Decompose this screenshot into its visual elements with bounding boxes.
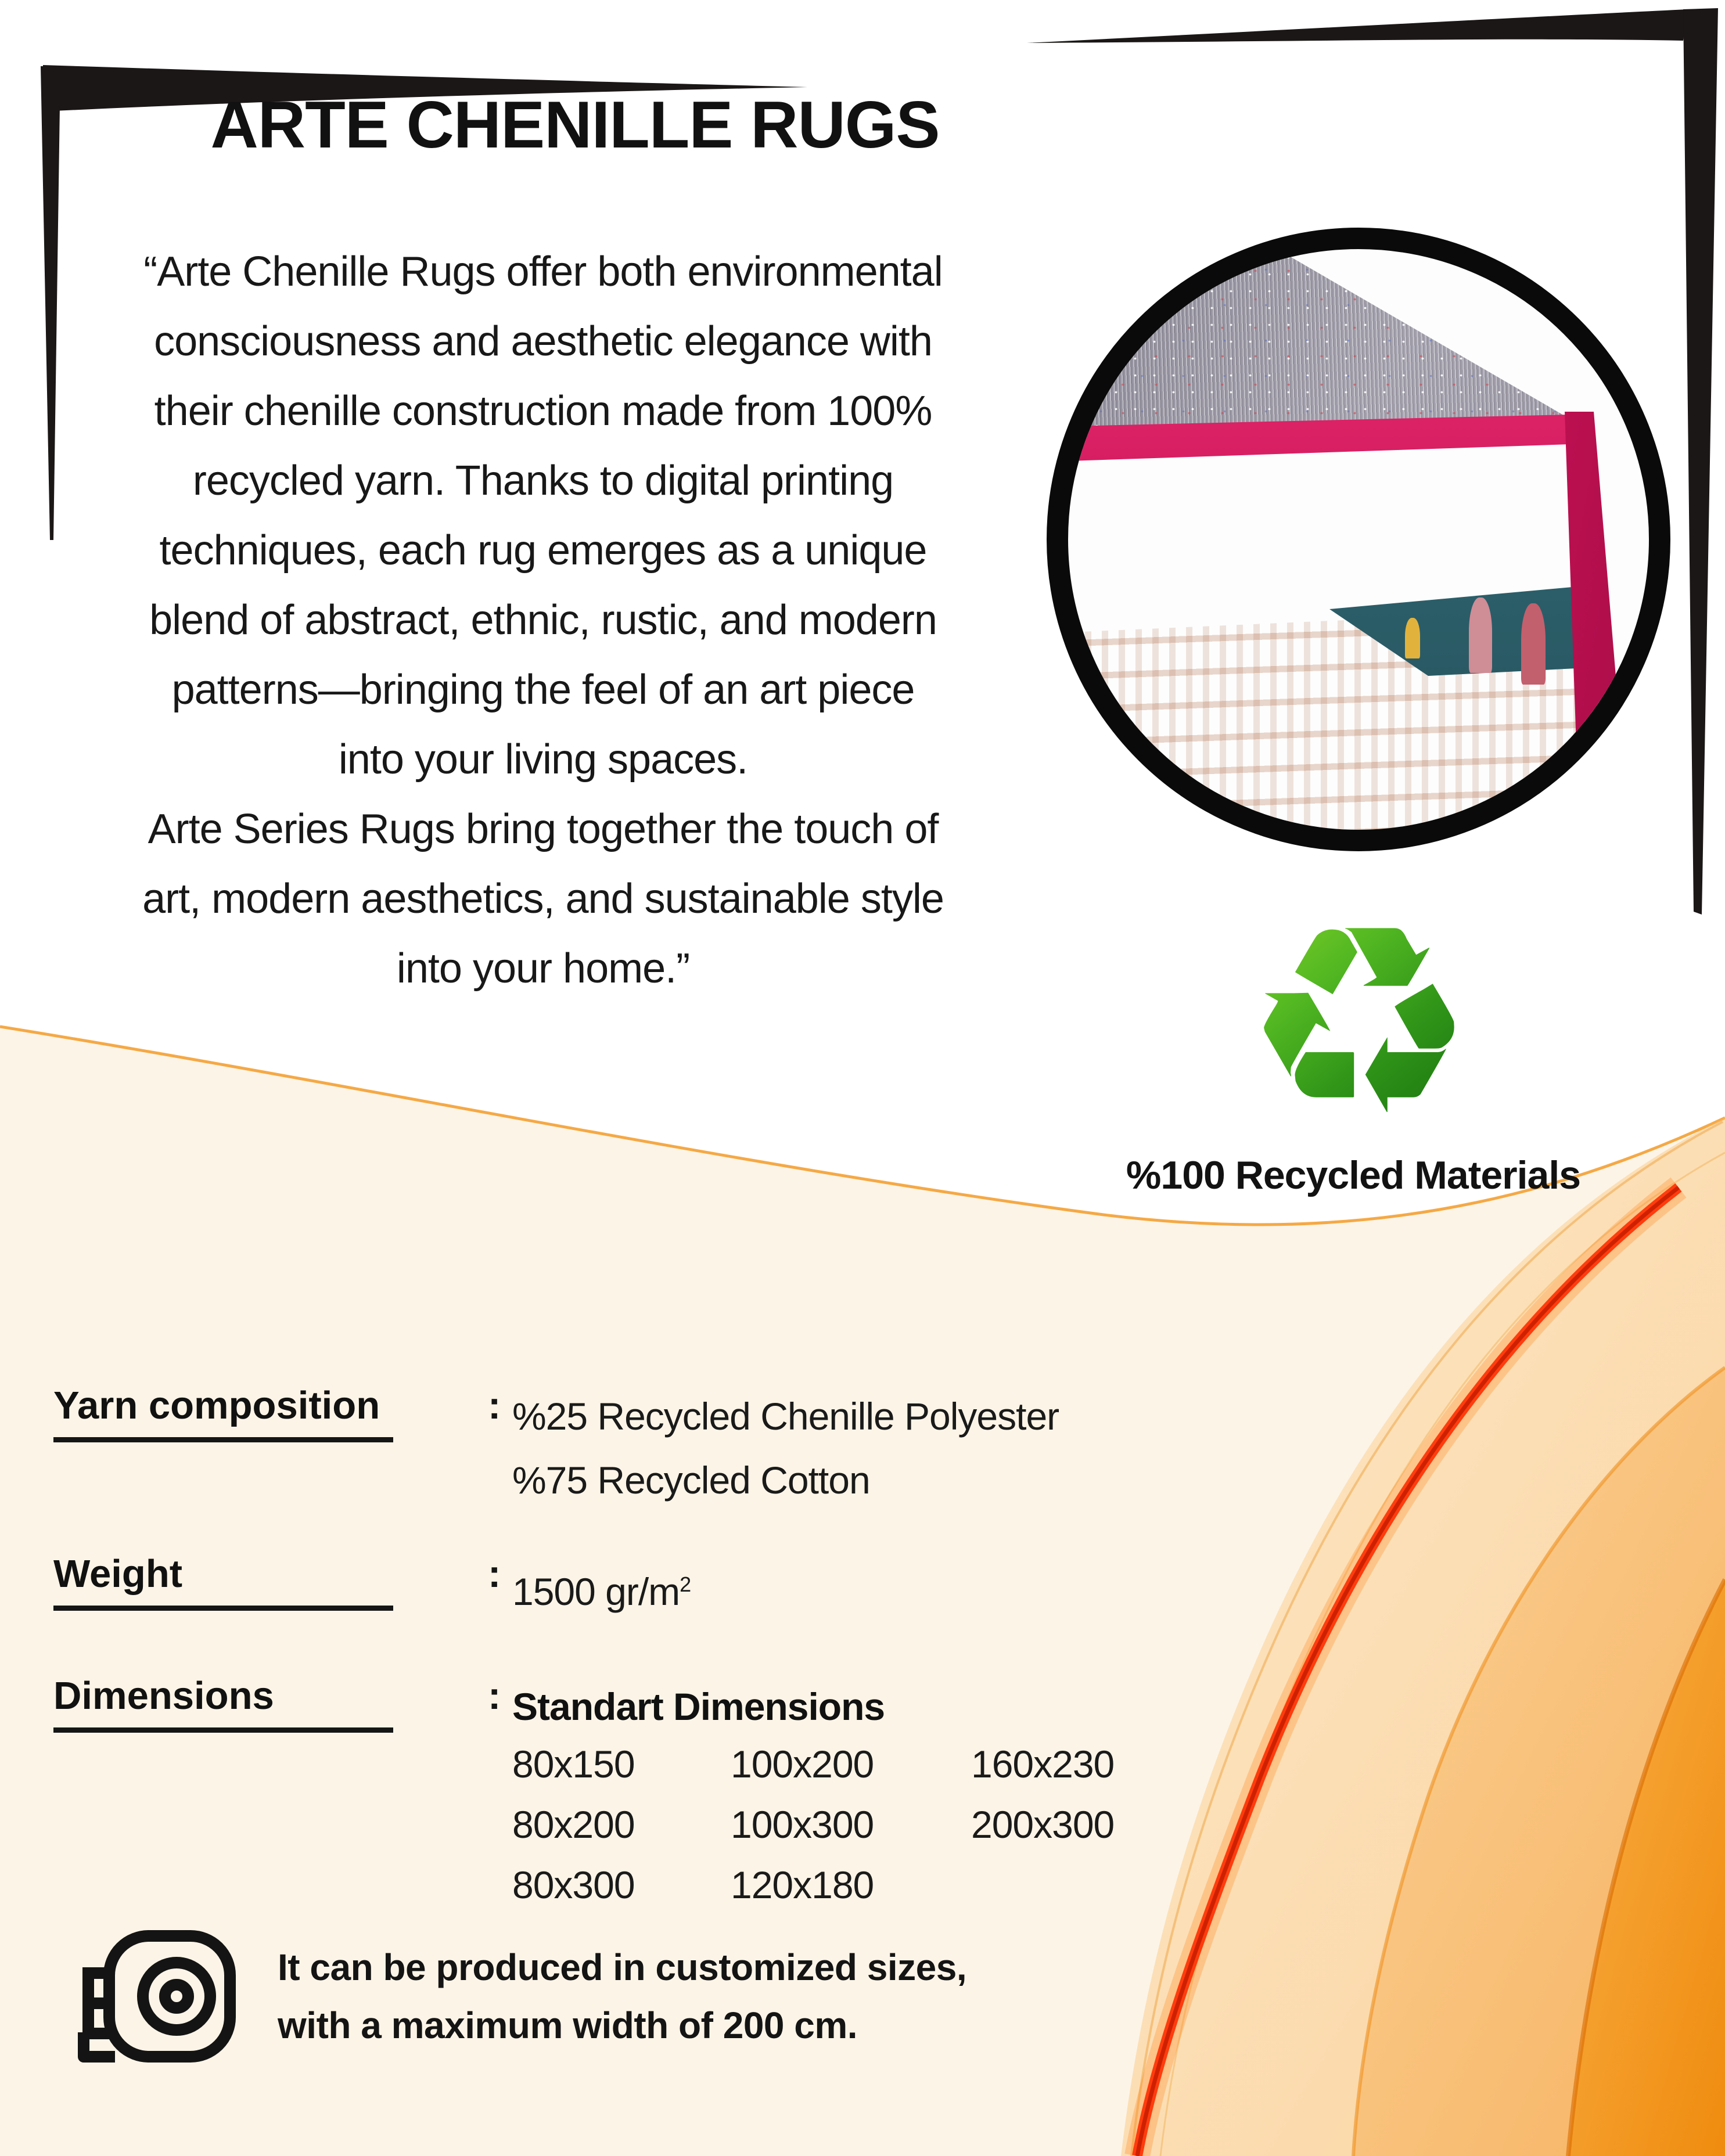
spec-row-weight — [53, 1552, 691, 1613]
spec-row-yarn-composition — [53, 1383, 1059, 1502]
description-line: “Arte Chenille Rugs offer both environmental — [143, 249, 943, 295]
spec-value: %25 Recycled Chenille Polyester — [512, 1395, 1059, 1438]
description-line: blend of abstract, ethnic, rustic, and modern — [149, 597, 937, 643]
spec-colon: : — [488, 1552, 501, 1596]
recycle-icon: ♻ — [1242, 870, 1476, 1174]
recycled-materials-label: %100 Recycled Materials — [1126, 1153, 1581, 1197]
tape-measure-icon — [74, 1927, 260, 2071]
rug-photo — [1047, 228, 1670, 851]
rug-tree-motif — [1469, 598, 1492, 673]
size-cell: 100x200 — [731, 1743, 874, 1786]
spec-value: 1500 $gr/m^2$ — [512, 1570, 691, 1613]
spec-label: Dimensions — [53, 1673, 393, 1733]
size-cell: 80x200 — [512, 1803, 635, 1846]
description-line: patterns—bringing the feel of an art piece — [171, 667, 915, 713]
rug-tree-motif — [1521, 603, 1546, 685]
description-line: into your home.” — [396, 945, 690, 992]
spec-values — [512, 1384, 1059, 1512]
note-line: It can be produced in customized sizes, — [278, 1946, 967, 1988]
spec-label: Weight — [53, 1552, 393, 1611]
page-title: ARTE CHENILLE RUGS — [210, 88, 940, 162]
size-cell: 200x300 — [971, 1803, 1115, 1846]
custom-size-note — [278, 1938, 966, 2054]
size-cell — [971, 1863, 1192, 1923]
spec-values — [512, 1553, 691, 1624]
spec-values — [512, 1675, 885, 1739]
size-cell: 120x180 — [731, 1863, 874, 1906]
size-cell: 80x150 — [512, 1743, 635, 1786]
note-line: with a maximum width of 200 cm. — [278, 2004, 858, 2046]
spec-colon: : — [488, 1384, 501, 1427]
description-line: Arte Series Rugs bring together the touch of — [148, 806, 939, 852]
product-description — [49, 237, 1037, 1003]
spec-row-dimensions — [53, 1673, 885, 1733]
description-line: consciousness and aesthetic elegance with — [154, 318, 932, 365]
description-line: art, modern aesthetics, and sustainable style — [142, 876, 944, 922]
rug-tree-motif — [1405, 618, 1420, 658]
superscript: 2 — [680, 1572, 691, 1596]
size-grid — [512, 1742, 1192, 1923]
spec-value: %75 Recycled Cotton — [512, 1459, 870, 1502]
description-line: their chenille construction made from 100% — [154, 388, 932, 434]
description-line: techniques, each rug emerges as a unique — [159, 527, 927, 574]
size-cell: 80x300 — [512, 1863, 635, 1906]
description-line: recycled yarn. Thanks to digital printing — [192, 458, 894, 504]
spec-label: Yarn composition — [53, 1383, 393, 1442]
dimensions-heading: Standart Dimensions — [512, 1685, 885, 1728]
description-line: into your living spaces. — [338, 736, 748, 783]
size-cell: 100x300 — [731, 1803, 874, 1846]
size-cell: 160x230 — [971, 1743, 1115, 1786]
spec-colon: : — [488, 1674, 501, 1718]
